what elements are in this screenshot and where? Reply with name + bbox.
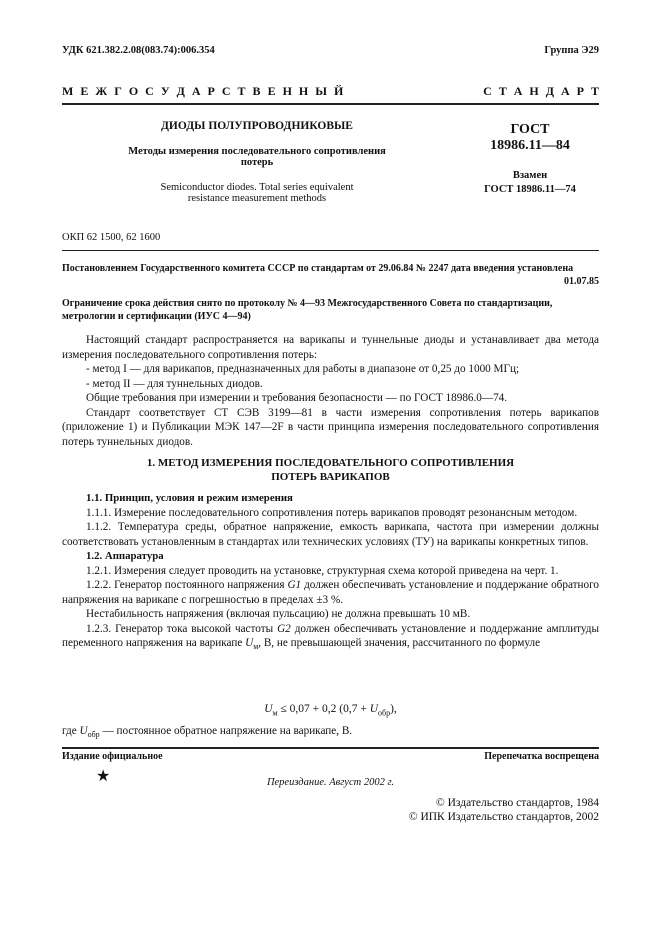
formula-end: ), — [390, 703, 397, 715]
p-1-1-1: 1.1.1. Измерение последовательного сопротивления потерь варикапов проводят резонансным методом. — [86, 506, 578, 519]
um-symbol: U — [245, 637, 254, 649]
generator-g2: G2 — [277, 622, 291, 635]
formula — [62, 703, 599, 717]
generator-g1: G1 — [287, 579, 302, 591]
reissue-note — [62, 777, 599, 788]
gost-number: 18986.11—84 — [490, 138, 570, 153]
intro — [62, 333, 599, 449]
title-en-2: resistance measurement methods — [187, 193, 327, 204]
p-1-2-2-b: должен обеспечивать установление и поддержание обратного напряжения на варикапе с погрешностью в пределах ±3 %. — [62, 579, 600, 606]
intro-p5: Стандарт соответствует СТ СЭВ 3199—81 в части измерения сопротивления потерь варикапов (приложение 1) и Публикации МЭК 147—2F в части принципа измерения последовательного сопротивления потерь туннельных диодов. — [62, 406, 599, 448]
sub-1-2: 1.2. Аппаратура — [86, 550, 164, 562]
formula-lhs-sub: м — [272, 708, 278, 718]
footer-rule — [62, 747, 599, 749]
p-1-1-2: 1.1.2. Температура среды, обратное напряжение, емкость варикапа, частота при измерении должны соответствовать установленным в стандартах или технических условиях (ТУ) на варикапы конкретных типов. — [62, 521, 599, 548]
title-block-right — [460, 122, 600, 195]
p-1-2-2-c: Нестабильность напряжения (включая пульсацию) не должна превышать 10 мВ. — [86, 608, 471, 620]
where-u: U — [79, 725, 88, 737]
replaces-value: ГОСТ 18986.11—74 — [484, 184, 576, 195]
udk-code: УДК 621.382.2.08(083.74):006.354 — [62, 45, 215, 56]
standard-label: С Т А Н Д А Р Т — [483, 84, 599, 98]
um-subscript: м — [253, 642, 259, 652]
p-1-2-3-b: должен обеспечивать установление и поддержание амплитуды переменного напряжения на варикапе — [62, 622, 600, 649]
reissue-text: Переиздание. Август 2002 г. — [266, 777, 395, 788]
p-1-2-2 — [62, 578, 599, 607]
title-en-1: Semiconductor diodes. Total series equivalent — [160, 182, 354, 193]
copyright-1984: © Издательство стандартов, 1984 — [435, 797, 599, 809]
where-b: — постоянное обратное напряжение на варикапе, В. — [102, 725, 353, 737]
section1-body — [62, 491, 599, 655]
official-edition: Издание официальное — [62, 751, 163, 762]
p-1-2-2-a: 1.2.2. Генератор постоянного напряжения — [86, 579, 285, 591]
okp-rule — [62, 250, 599, 251]
p-1-2-3-a: 1.2.3. Генератор тока высокой частоты — [86, 622, 274, 635]
formula-mid: ≤ 0,07 + 0,2 (0,7 + — [280, 703, 367, 715]
formula-sub: обр — [378, 708, 391, 718]
copyright-2002: © ИПК Издательство стандартов, 2002 — [408, 811, 599, 823]
intro-p2: - метод I — для варикапов, предназначенных для работы в диапазоне от 0,25 до 1000 МГц; — [86, 363, 520, 375]
subtitle-ru-2: потерь — [240, 157, 274, 168]
where-line — [62, 724, 352, 743]
decree-text: Постановлением Государственного комитета СССР по стандартам от 29.06.84 № 2247 дата введения установлена — [62, 263, 574, 274]
reprint-prohibited: Перепечатка воспрещена — [484, 751, 599, 762]
decree-date: 01.07.85 — [564, 276, 599, 287]
section1-heading-1: 1. МЕТОД ИЗМЕРЕНИЯ ПОСЛЕДОВАТЕЛЬНОГО СОПРОТИВЛЕНИЯ — [146, 457, 515, 469]
title-block-left — [62, 120, 452, 204]
intro-p1: Настоящий стандарт распространяется на варикапы и туннельные диоды и устанавливает два метода измерения последовательного сопротивления потерь: — [62, 334, 599, 361]
interstate-label: М Е Ж Г О С У Д А Р С Т В Е Н Н Ы Й — [62, 84, 344, 98]
group-code: Группа Э29 — [544, 45, 599, 56]
p-1-2-1: 1.2.1. Измерения следует проводить на установке, структурная схема которой приведена на черт. 1. — [86, 564, 559, 577]
where-a: где — [62, 725, 77, 737]
header-rule — [62, 103, 599, 105]
where-sub: обр — [87, 730, 100, 740]
title-ru: ДИОДЫ ПОЛУПРОВОДНИКОВЫЕ — [161, 120, 353, 132]
section1-heading — [62, 457, 599, 484]
formula-lhs: U — [264, 703, 273, 715]
formula-u: U — [369, 703, 378, 715]
limitation-line-2: метрологии и сертификации (ИУС 4—94) — [62, 311, 251, 322]
replaces-label: Взамен — [512, 170, 548, 181]
okp-code: ОКП 62 1500, 62 1600 — [62, 232, 161, 243]
intro-p4: Общие требования при измерении и требования безопасности — по ГОСТ 18986.0—74. — [86, 392, 508, 404]
subtitle-ru-1: Методы измерения последовательного сопротивления — [128, 146, 386, 157]
gost-label: ГОСТ — [510, 122, 550, 137]
p-1-2-3-c: , В, не превышающей значения, рассчитанного по формуле — [258, 637, 541, 649]
limitation-line-1: Ограничение срока действия снято по протоколу № 4—93 Межгосударственного Совета по стандартизации, — [62, 298, 553, 309]
intro-p3: - метод II — для туннельных диодов. — [86, 377, 263, 390]
star-icon: ★ — [96, 768, 111, 785]
section1-heading-2: ПОТЕРЬ ВАРИКАПОВ — [271, 470, 390, 483]
sub-1-1: 1.1. Принцип, условия и режим измерения — [86, 492, 293, 504]
p-1-2-3 — [62, 622, 599, 655]
